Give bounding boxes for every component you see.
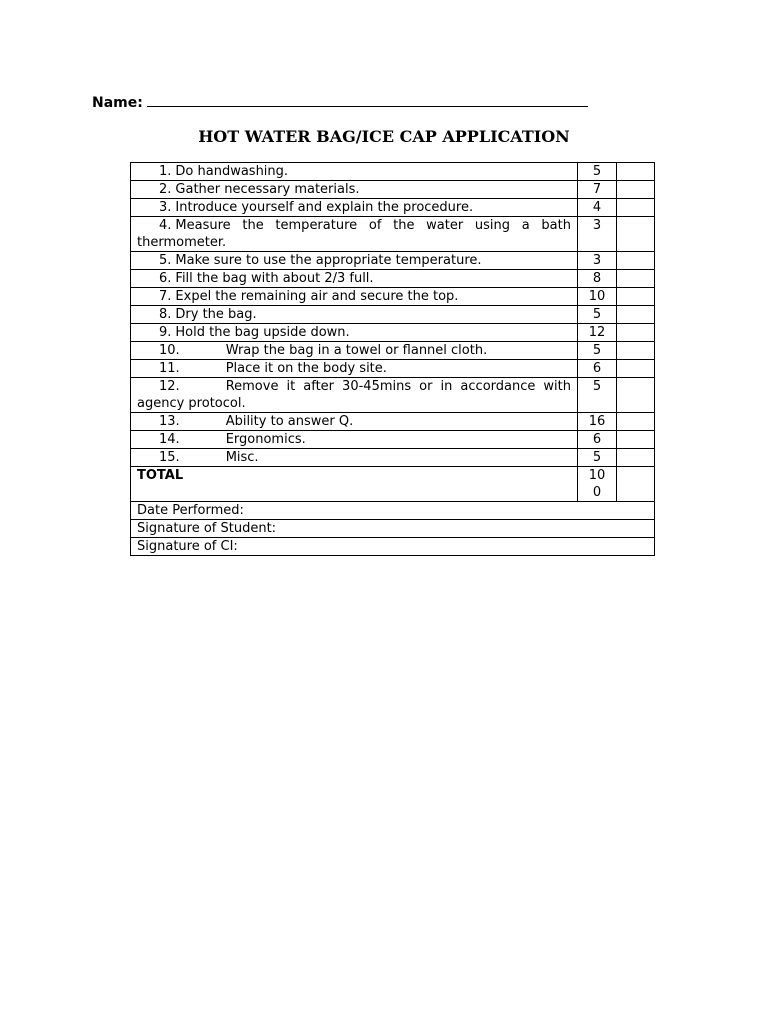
- step-score-cell[interactable]: [617, 306, 655, 324]
- step-number: 12.: [159, 379, 180, 394]
- step-number: 8.: [159, 307, 172, 322]
- step-number: 5.: [159, 253, 172, 268]
- total-row: [131, 467, 655, 502]
- date-performed-field[interactable]: Date Performed:: [131, 502, 655, 520]
- step-description-cell: [131, 288, 578, 306]
- step-points: 5: [578, 342, 617, 360]
- step-text: Place it on the body site.: [225, 361, 387, 376]
- step-score-cell[interactable]: [617, 199, 655, 217]
- step-row: [131, 342, 655, 360]
- step-text: Remove it after 30-45mins or in accordance with agency protocol.: [137, 379, 571, 411]
- step-text: Do handwashing.: [175, 164, 289, 179]
- step-points: 6: [578, 431, 617, 449]
- step-number: 11.: [159, 361, 180, 376]
- date-performed-row: [131, 502, 655, 520]
- step-text: Ability to answer Q.: [225, 414, 354, 429]
- step-text: Dry the bag.: [175, 307, 257, 322]
- step-row: [131, 378, 655, 413]
- step-row: [131, 199, 655, 217]
- step-description-cell: [131, 270, 578, 288]
- page-title: HOT WATER BAG/ICE CAP APPLICATION: [198, 127, 570, 146]
- step-text: Make sure to use the appropriate temperature.: [175, 253, 482, 268]
- step-row: [131, 306, 655, 324]
- step-score-cell[interactable]: [617, 342, 655, 360]
- student-signature-field[interactable]: Signature of Student:: [131, 520, 655, 538]
- step-points: 6: [578, 360, 617, 378]
- step-number: 10.: [159, 343, 180, 358]
- steps-body: [131, 163, 655, 467]
- step-points: 7: [578, 181, 617, 199]
- step-number: 15.: [159, 450, 180, 465]
- name-input-line[interactable]: [147, 92, 588, 107]
- step-row: [131, 181, 655, 199]
- step-row: [131, 252, 655, 270]
- step-row: [131, 324, 655, 342]
- step-text: Expel the remaining air and secure the top.: [175, 289, 459, 304]
- total-points-cell: [578, 467, 617, 502]
- step-score-cell[interactable]: [617, 217, 655, 252]
- step-text: Misc.: [225, 450, 259, 465]
- step-description-cell: [131, 199, 578, 217]
- step-number: 14.: [159, 432, 180, 447]
- step-text: Fill the bag with about 2/3 full.: [175, 271, 374, 286]
- step-row: [131, 217, 655, 252]
- ci-signature-field[interactable]: Signature of CI:: [131, 538, 655, 556]
- step-points: 16: [578, 413, 617, 431]
- step-score-cell[interactable]: [617, 163, 655, 181]
- name-label: Name:: [92, 95, 143, 111]
- step-description-cell: [131, 360, 578, 378]
- step-description-cell: [131, 413, 578, 431]
- step-text: Introduce yourself and explain the procedure.: [175, 200, 474, 215]
- name-field-row: [92, 92, 588, 111]
- step-text: Measure the temperature of the water using a bath thermometer.: [137, 218, 571, 250]
- step-points: 5: [578, 378, 617, 413]
- step-points: 8: [578, 270, 617, 288]
- step-number: 4.: [159, 218, 172, 233]
- step-description-cell: [131, 181, 578, 199]
- total-label: TOTAL: [131, 467, 578, 502]
- step-score-cell[interactable]: [617, 270, 655, 288]
- step-row: [131, 431, 655, 449]
- step-text: Hold the bag upside down.: [175, 325, 350, 340]
- total-score-cell[interactable]: [617, 467, 655, 502]
- total-points: 100: [588, 468, 606, 500]
- step-score-cell[interactable]: [617, 288, 655, 306]
- step-number: 13.: [159, 414, 180, 429]
- step-description-cell: [131, 252, 578, 270]
- step-description-cell: [131, 306, 578, 324]
- step-number: 1.: [159, 164, 172, 179]
- step-points: 10: [578, 288, 617, 306]
- step-row: [131, 413, 655, 431]
- step-description-cell: [131, 217, 578, 252]
- step-points: 12: [578, 324, 617, 342]
- student-signature-row: [131, 520, 655, 538]
- step-score-cell[interactable]: [617, 449, 655, 467]
- step-number: 7.: [159, 289, 172, 304]
- step-score-cell[interactable]: [617, 378, 655, 413]
- step-score-cell[interactable]: [617, 360, 655, 378]
- step-description-cell: [131, 342, 578, 360]
- step-row: [131, 270, 655, 288]
- step-score-cell[interactable]: [617, 324, 655, 342]
- step-text: Wrap the bag in a towel or flannel cloth.: [225, 343, 488, 358]
- ci-signature-row: [131, 538, 655, 556]
- step-row: [131, 449, 655, 467]
- step-number: 3.: [159, 200, 172, 215]
- procedure-checklist-table: [130, 162, 655, 556]
- step-text: Gather necessary materials.: [175, 182, 360, 197]
- step-score-cell[interactable]: [617, 431, 655, 449]
- step-row: [131, 360, 655, 378]
- step-score-cell[interactable]: [617, 252, 655, 270]
- step-text: Ergonomics.: [225, 432, 306, 447]
- step-description-cell: [131, 449, 578, 467]
- step-description-cell: [131, 324, 578, 342]
- step-points: 5: [578, 163, 617, 181]
- step-number: 2.: [159, 182, 172, 197]
- step-score-cell[interactable]: [617, 181, 655, 199]
- step-points: 5: [578, 449, 617, 467]
- step-points: 3: [578, 217, 617, 252]
- step-number: 9.: [159, 325, 172, 340]
- step-description-cell: [131, 378, 578, 413]
- step-points: 4: [578, 199, 617, 217]
- step-row: [131, 288, 655, 306]
- step-row: [131, 163, 655, 181]
- step-description-cell: [131, 431, 578, 449]
- step-points: 5: [578, 306, 617, 324]
- step-description-cell: [131, 163, 578, 181]
- step-number: 6.: [159, 271, 172, 286]
- step-points: 3: [578, 252, 617, 270]
- step-score-cell[interactable]: [617, 413, 655, 431]
